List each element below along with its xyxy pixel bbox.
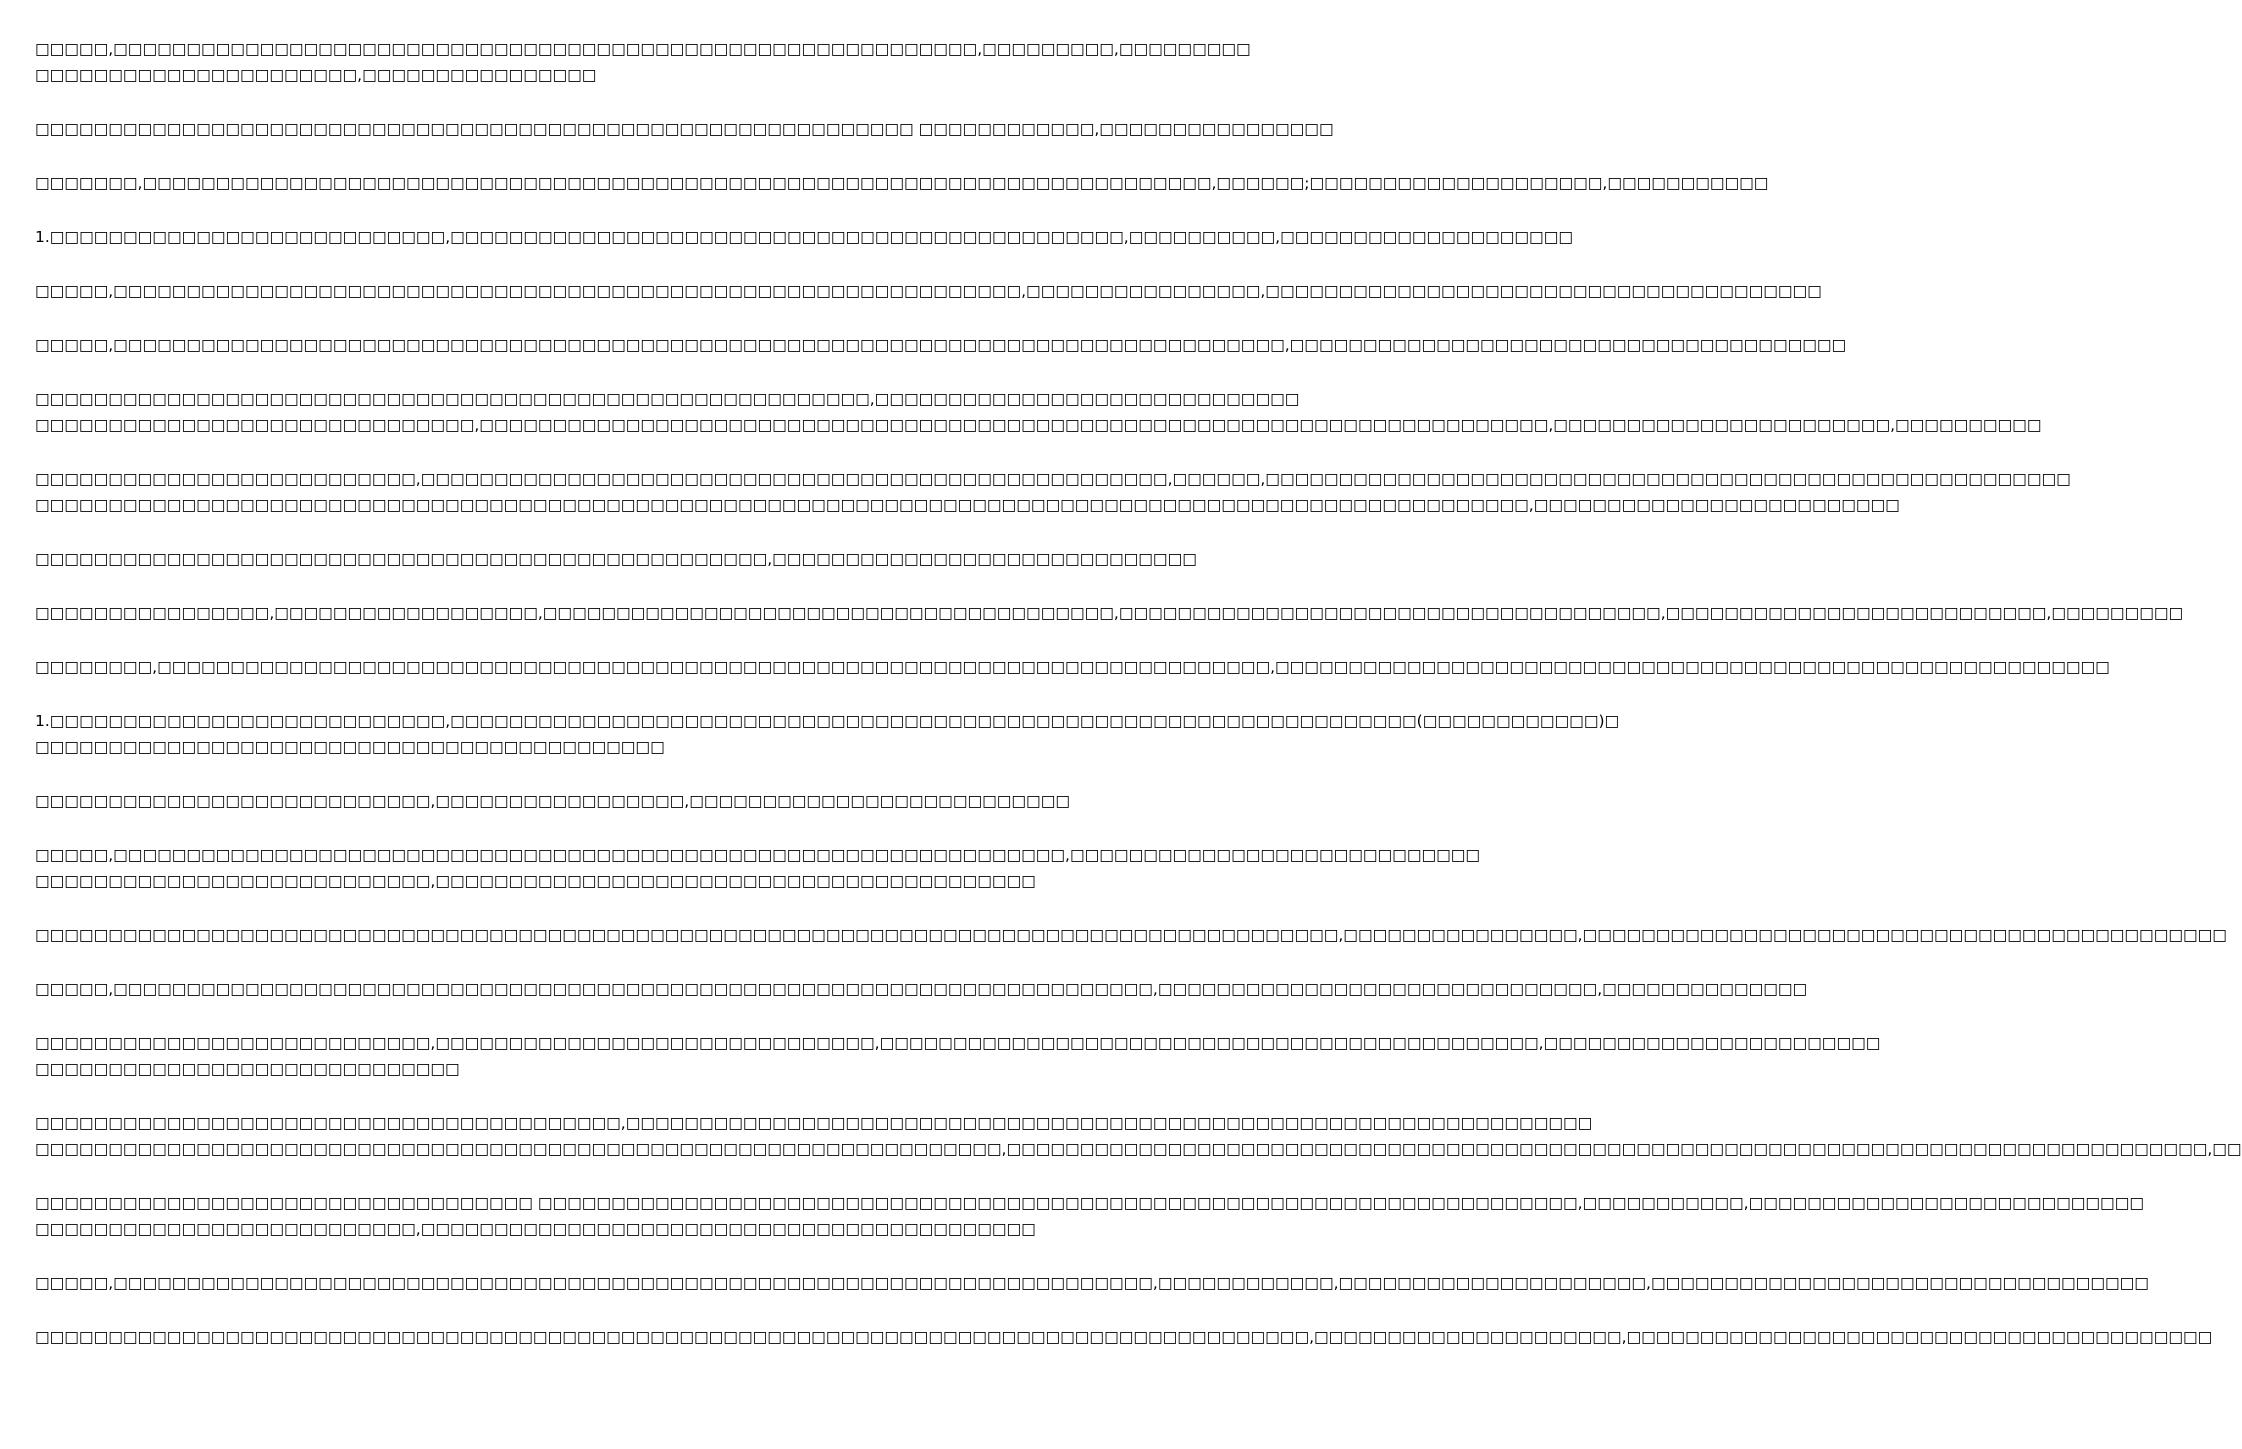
paragraph-1 xyxy=(35,36,1251,88)
text-line: □□□□□□□□□□□□□□□□□□□□□□□□□□□□□□□□□□□□□□□□□□□□□□□□□□□□□□□□□□□□ □□□□□□□□□□□□,□□□□□□□□□□□□□□□□ xyxy=(35,120,1334,138)
text-line: □□□□□□□□,□□□□□□□□□□□□□□□□□□□□□□□□□□□□□□□□□□□□□□□□□□□□□□□□□□□□□□□□□□□□□□□□□□□□□□□□□□□□,□□□□□□□□□□□□□□□□□□□□□□□□□□□□□□□□□□□□□□□□□□□□□□□□□□□□□□□□□ xyxy=(35,658,2110,676)
text-line: □□□□□□□□□□□□□□□□□□□□□□□□□□,□□□□□□□□□□□□□□□□□□□□□□□□□□□□□□□□□□□□□□□□□□ xyxy=(35,1220,1036,1238)
text-line: □□□□□,□□□□□□□□□□□□□□□□□□□□□□□□□□□□□□□□□□□□□□□□□□□□□□□□□□□□□□□□□□□,□□□□□□□□□,□□□□□□□□□ xyxy=(35,40,1251,58)
text-line: □□□□□□□□□□□□□□□□□□□□□□□□□□□□□□□□□□ □□□□□□□□□□□□□□□□□□□□□□□□□□□□□□□□□□□□□□□□□□□□□□□□□□□□□□□□□□□□□□□□□□□□□□□,□□□□□□□□□□□,□□□□□□□□□□□□□□□□□□□□□□□□□□□ xyxy=(35,1194,2144,1212)
text-line: □□□□□,□□□□□□□□□□□□□□□□□□□□□□□□□□□□□□□□□□□□□□□□□□□□□□□□□□□□□□□□□□□□□□□□□□□□□□□,□□□□□□□□□□□□,□□□□□□□□□□□□□□□□□□□□□,□□□□□□□□□□□□□□□□□□□□□□□□□□□□□□□□□□ xyxy=(35,1274,2149,1292)
text-line: □□□□□□□,□□□□□□□□□□□□□□□□□□□□□□□□□□□□□□□□□□□□□□□□□□□□□□□□□□□□□□□□□□□□□□□□□□□□□□□□□,□□□□□□;□□□□□□□□□□□□□□□□□□□□,□□□□□□□□□□□ xyxy=(35,174,1769,192)
paragraph-3 xyxy=(35,170,1769,196)
text-line: □□□□□□□□□□□□□□□□□□□□□□□□□□□□□□□□□□□□□□□□□□□□□□□□□□□□□□□□□□□□□□□□□□□□□□□□□□□□□□□□□□□□□□□□□,□□□□□□□□□□□□□□□□,□□□□□□□□□□□□□□□□□□□□□□□□□□□□□□□□□□□□□□□□□□□□ xyxy=(35,926,2227,944)
paragraph-9 xyxy=(35,546,1197,572)
text-line: □□□□□,□□□□□□□□□□□□□□□□□□□□□□□□□□□□□□□□□□□□□□□□□□□□□□□□□□□□□□□□□□□□□□,□□□□□□□□□□□□□□□□,□□□□□□□□□□□□□□□□□□□□□□□□□□□□□□□□□□□□□□ xyxy=(35,282,1822,300)
text-line: □□□□□□□□□□□□□□□□□□□□□□□□□□□□□□□□□□□□□□□□□□□□□□□□□□□□□□□□□□□□□□□□□□,□□□□□□□□□□□□□□□□□□□□□□□□□□□□□□□□□□□□□□□□□□□□□□□□□□□□□□□□□□□□□□□□□□□□□□□□□□□□□□□□□□,□□ xyxy=(35,1140,2242,1158)
text-line: 1.□□□□□□□□□□□□□□□□□□□□□□□□□□□,□□□□□□□□□□□□□□□□□□□□□□□□□□□□□□□□□□□□□□□□□□□□□□,□□□□□□□□□□,□□□□□□□□□□□□□□□□□□□□ xyxy=(35,228,1573,246)
text-line: □□□□□□□□□□□□□□□□□□□□□□□□□□□□□□□□□□□□□□□□,□□□□□□□□□□□□□□□□□□□□□□□□□□□□□□□□□□□□□□□□□□□□□□□□□□□□□□□□□□□□□□□□□□ xyxy=(35,1114,1593,1132)
paragraph-4 xyxy=(35,224,1573,250)
paragraph-16 xyxy=(35,976,1808,1002)
text-line: □□□□□□□□□□□□□□□□□□□□□□□□□□□□□□□□□□□□□□□□□□□□□□□□□□,□□□□□□□□□□□□□□□□□□□□□□□□□□□□□ xyxy=(35,550,1197,568)
text-line: □□□□□□□□□□□□□□□□□□□□□□□□□□□,□□□□□□□□□□□□□□□□□,□□□□□□□□□□□□□□□□□□□□□□□□□□ xyxy=(35,792,1070,810)
paragraph-12 xyxy=(35,708,1620,760)
text-line: □□□□□□□□□□□□□□□□□□□□□□□□□□□,□□□□□□□□□□□□□□□□□□□□□□□□□□□□□□,□□□□□□□□□□□□□□□□□□□□□□□□□□□□□□□□□□□□□□□□□□□□□,□□□□□□□□□□□□□□□□□□□□□□□ xyxy=(35,1034,1881,1052)
paragraph-21 xyxy=(35,1324,2213,1350)
text-line: □□□□□□□□□□□□□□□□□□□□□□□□□□,□□□□□□□□□□□□□□□□□□□□□□□□□□□□□□□□□□□□□□□□□□□□□□□□□□□,□□□□□□,□□□□□□□□□□□□□□□□□□□□□□□□□□□□□□□□□□□□□□□□□□□□□□□□□□□□□□□ xyxy=(35,470,2071,488)
paragraph-8 xyxy=(35,466,2071,518)
text-line: □□□□□□□□□□□□□□□□□□□□□□□□□□□□□□□□□□□□□□□□□□□ xyxy=(35,738,665,756)
paragraph-17 xyxy=(35,1030,1881,1082)
text-line: □□□□□□□□□□□□□□□□□□□□□□□□□□□□□□□□□□□□□□□□□□□□□□□□□□□□□□□□□□□□□□□□□□□□□□□□□□□□□□□□□□□□□□□,□□□□□□□□□□□□□□□□□□□□□,□□□□□□□□□□□□□□□□□□□□□□□□□□□□□□□□□□□□□□□□ xyxy=(35,1328,2213,1346)
text-line: □□□□□,□□□□□□□□□□□□□□□□□□□□□□□□□□□□□□□□□□□□□□□□□□□□□□□□□□□□□□□□□□□□□□□□□□□□□□□,□□□□□□□□□□□□□□□□□□□□□□□□□□□□□□,□□□□□□□□□□□□□□ xyxy=(35,980,1808,998)
text-line: □□□□□□□□□□□□□□□□□□□□□□□□□□□,□□□□□□□□□□□□□□□□□□□□□□□□□□□□□□□□□□□□□□□□□ xyxy=(35,872,1036,890)
text-line: □□□□□□□□□□□□□□□□□□□□□□□□□□□□□□,□□□□□□□□□□□□□□□□□□□□□□□□□□□□□□□□□□□□□□□□□□□□□□□□□□□□□□□□□□□□□□□□□□□□□□□□□,□□□□□□□□□□□□□□□□□□□□□□□,□□□□□□□□□□ xyxy=(35,416,2042,434)
paragraph-10 xyxy=(35,600,2184,626)
paragraph-5 xyxy=(35,278,1822,304)
paragraph-2 xyxy=(35,116,1334,142)
text-line: □□□□□□□□□□□□□□□□□□□□□□□□□□□□□□□□□□□□□□□□□□□□□□□□□□□□□□□□□,□□□□□□□□□□□□□□□□□□□□□□□□□□□□□ xyxy=(35,390,1300,408)
paragraph-6 xyxy=(35,332,1847,358)
paragraph-13 xyxy=(35,788,1070,814)
paragraph-20 xyxy=(35,1270,2149,1296)
text-line: □□□□□,□□□□□□□□□□□□□□□□□□□□□□□□□□□□□□□□□□□□□□□□□□□□□□□□□□□□□□□□□□□□□□□□□□□□□□□□□□□□□□□□,□□□□□□□□□□□□□□□□□□□□□□□□□□□□□□□□□□□□□□ xyxy=(35,336,1847,354)
document-body xyxy=(35,36,2242,1350)
text-line: 1.□□□□□□□□□□□□□□□□□□□□□□□□□□□,□□□□□□□□□□□□□□□□□□□□□□□□□□□□□□□□□□□□□□□□□□□□□□□□□□□□□□□□□□□□□□□□□□(□□□□□□□□□□□□)□ xyxy=(35,712,1620,730)
text-line: □□□□□,□□□□□□□□□□□□□□□□□□□□□□□□□□□□□□□□□□□□□□□□□□□□□□□□□□□□□□□□□□□□□□□□□,□□□□□□□□□□□□□□□□□□□□□□□□□□□□ xyxy=(35,846,1481,864)
text-line: □□□□□□□□□□□□□□□□□□□□□□,□□□□□□□□□□□□□□□□ xyxy=(35,66,597,84)
text-line: □□□□□□□□□□□□□□□□□□□□□□□□□□□□□ xyxy=(35,1060,460,1078)
paragraph-11 xyxy=(35,654,2110,680)
text-line: □□□□□□□□□□□□□□□□□□□□□□□□□□□□□□□□□□□□□□□□□□□□□□□□□□□□□□□□□□□□□□□□□□□□□□□□□□□□□□□□□□□□□□□□□□□□□□□□□□□□□□,□□□□□□□□□□□□□□□□□□□□□□□□□ xyxy=(35,496,1900,514)
paragraph-14 xyxy=(35,842,1481,894)
paragraph-15 xyxy=(35,922,2227,948)
paragraph-19 xyxy=(35,1190,2144,1242)
text-line: □□□□□□□□□□□□□□□□,□□□□□□□□□□□□□□□□□□,□□□□□□□□□□□□□□□□□□□□□□□□□□□□□□□□□□□□□□□,□□□□□□□□□□□□□□□□□□□□□□□□□□□□□□□□□□□□□,□□□□□□□□□□□□□□□□□□□□□□□□□□,□□□□□□□□□ xyxy=(35,604,2184,622)
paragraph-18 xyxy=(35,1110,2242,1162)
paragraph-7 xyxy=(35,386,2042,438)
